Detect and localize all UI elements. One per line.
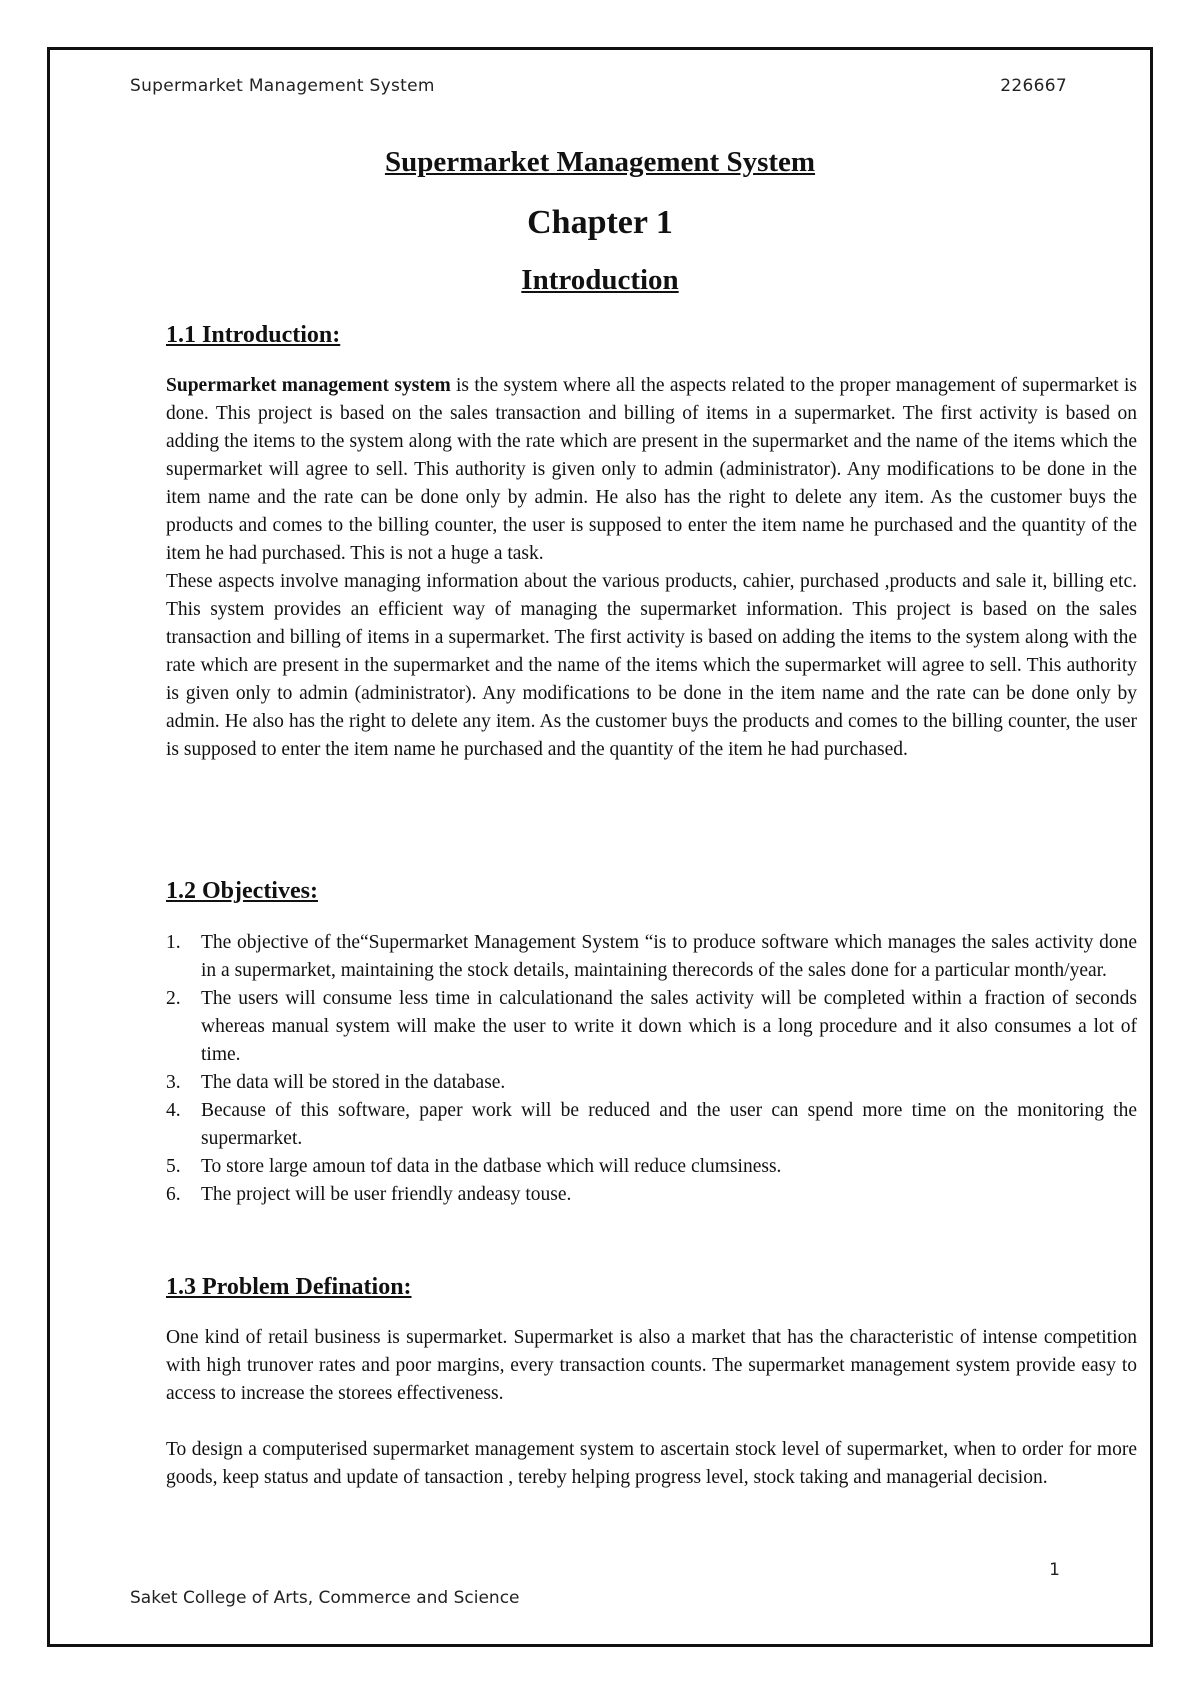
list-item-text: The data will be stored in the database. (201, 1072, 506, 1093)
introduction-paragraph-1-text: is the system where all the aspects related to the proper management of supermarket is done. This project is based on the sales transaction and billing of items in a supermarket. The first activity is based on adding the items to the system along with the rate which are present in the supermarket and the name of the items which the supermarket will agree to sell. This authority is given only to admin (administrator). Any modifications to be done in the item name and the rate can be done only by admin. He also has the right to delete any item. As the customer buys the products and comes to the billing counter, the user is supposed to enter the item name he purchased and the quantity of the item he had purchased. This is not a huge a task. (166, 375, 1137, 564)
list-item (166, 929, 1137, 985)
chapter-subtitle: Introduction (521, 264, 679, 296)
list-item-text: Because of this software, paper work will be reduced and the user can spend more time on the monitoring the supermarket. (201, 1100, 1137, 1149)
running-header-id: 226667 (1000, 76, 1067, 96)
document-title: Supermarket Management System (384, 146, 816, 178)
list-item-text: The objective of the“Supermarket Management System “is to produce software which manages the sales activity done in a supermarket, maintaining the stock details, maintaining therecords of the sales done for a particular month/year. (201, 932, 1137, 981)
list-item-number: 4. (166, 1100, 181, 1121)
list-item-number: 5. (166, 1156, 181, 1177)
list-item (166, 1153, 1137, 1181)
list-item (166, 1097, 1137, 1153)
running-header-title: Supermarket Management System (130, 76, 435, 96)
list-item-number: 1. (166, 932, 181, 953)
list-item-number: 2. (166, 988, 181, 1009)
page-number: 1 (1049, 1560, 1060, 1580)
introduction-lead-bold: Supermarket management system (166, 375, 451, 396)
section-heading-problem-definition: 1.3 Problem Defination: (166, 1274, 412, 1300)
chapter-heading: Chapter 1 (527, 204, 673, 241)
problem-paragraph-2: To design a computerised supermarket management system to ascertain stock level of supermarket, when to order for more goods, keep status and update of tansaction , tereby helping progress level, stock taking and managerial decision. (166, 1439, 1137, 1488)
introduction-paragraph-2: These aspects involve managing information about the various products, cahier, purchased ,products and sale it, billing etc. This system provides an efficient way of managing the supermarket information. This project is based on the sales transaction and billing of items in a supermarket. The first activity is based on adding the items to the system along with the rate which are present in the supermarket and the name of the items which the supermarket will agree to sell. This authority is given only to admin (administrator). Any modifications to be done in the item name and the rate can be done only by admin. He also has the right to delete any item. As the customer buys the products and comes to the billing counter, the user is supposed to enter the item name he purchased and the quantity of the item he had purchased. (166, 571, 1137, 760)
list-item-number: 3. (166, 1072, 181, 1093)
section-heading-objectives: 1.2 Objectives: (166, 878, 318, 904)
objectives-list (166, 929, 1137, 1209)
list-item-number: 6. (166, 1184, 181, 1205)
introduction-body (166, 372, 1137, 764)
footer-college-name: Saket College of Arts, Commerce and Science (130, 1588, 520, 1608)
list-item (166, 985, 1137, 1069)
section-heading-introduction: 1.1 Introduction: (166, 322, 341, 348)
list-item (166, 1181, 1137, 1209)
list-item-text: To store large amoun tof data in the datbase which will reduce clumsiness. (201, 1156, 782, 1177)
introduction-paragraph-1 (166, 372, 1137, 568)
list-item-text: The users will consume less time in calculationand the sales activity will be completed within a fraction of seconds whereas manual system will make the user to write it down which is a long procedure and it also consumes a lot of time. (201, 988, 1137, 1065)
list-item (166, 1069, 1137, 1097)
problem-paragraph-1: One kind of retail business is supermarket. Supermarket is also a market that has the characteristic of intense competition with high trunover rates and poor margins, every transaction counts. The supermarket management system provide easy to access to increase the storees effectiveness. (166, 1327, 1137, 1404)
list-item-text: The project will be user friendly andeasy touse. (201, 1184, 572, 1205)
